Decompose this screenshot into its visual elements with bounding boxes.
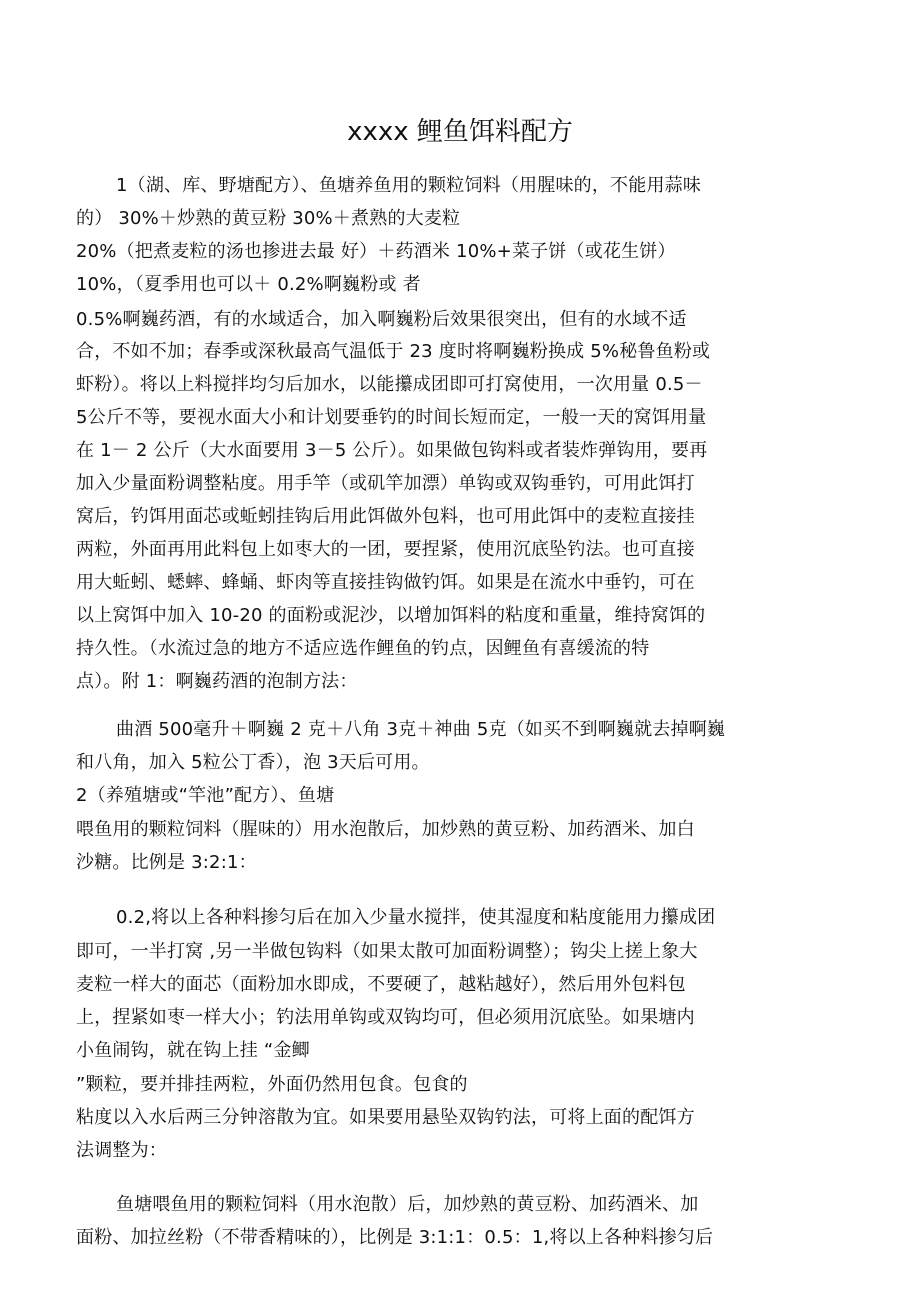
- text-line-8: 5公斤不等，要视水面大小和计划要垂钓的时间长短而定，一般一天的窝饵用量: [76, 407, 707, 428]
- text-line-25: 上，捏紧如枣一样大小；钓法用单钩或双钩均可，但必须用沉底坠。如果塘内: [76, 1007, 695, 1028]
- text-line-11: 窝后，钓饵用面芯或蚯蚓挂钩后用此饵做外包料，也可用此饵中的麦粒直接挂: [76, 506, 695, 527]
- text-line-2: 的） 30%＋炒熟的黄豆粉 30%＋煮熟的大麦粒: [76, 208, 461, 229]
- text-line-26: 小鱼闹钩，就在钩上挂 “金鲫: [76, 1040, 310, 1061]
- text-line-27: ”颗粒，要并排挂两粒，外面仍然用包食。包食的: [76, 1074, 468, 1095]
- text-line-18: 和八角，加入 5粒公丁香），泡 3天后可用。: [76, 752, 430, 773]
- text-line-5: 0.5%啊巍药酒，有的水域适合，加入啊巍粉后效果很突出，但有的水域不适: [76, 309, 687, 330]
- text-line-6: 合，不如不加；春季或深秋最高气温低于 23 度时将啊巍粉换成 5%秘鲁鱼粉或: [76, 341, 711, 362]
- text-line-9: 在 1－ 2 公斤（大水面要用 3－5 公斤）。如果做包钩料或者装炸弹钩用，要再: [76, 440, 708, 461]
- text-line-23: 即可，一半打窝 ,另一半做包钩料（如果太散可加面粉调整）；钩尖上搓上象大: [76, 941, 698, 962]
- text-line-30: 鱼塘喂鱼用的颗粒饲料（用水泡散）后，加炒熟的黄豆粉、加药酒米、加: [116, 1194, 699, 1215]
- text-line-29: 法调整为：: [76, 1140, 167, 1161]
- text-line-24: 麦粒一样大的面芯（面粉加水即成，不要硬了，越粘越好），然后用外包料包: [76, 974, 686, 995]
- text-line-15: 持久性。（水流过急的地方不适应选作鲤鱼的钓点，因鲤鱼有喜缓流的特: [76, 638, 650, 659]
- text-line-4: 10%，（夏季用也可以＋ 0.2%啊巍粉或 者: [76, 274, 421, 295]
- text-line-3: 20%（把煮麦粒的汤也掺进去最 好）＋药酒米 10%+菜子饼（或花生饼）: [76, 241, 676, 262]
- text-line-20: 喂鱼用的颗粒饲料（腥味的）用水泡散后，加炒熟的黄豆粉、加药酒米、加白: [76, 819, 695, 840]
- text-line-7: 虾粉）。将以上料搅拌均匀后加水，以能攥成团即可打窝使用，一次用量 0.5－: [76, 374, 703, 395]
- text-line-16: 点）。附 1：啊巍药酒的泡制方法：: [76, 671, 358, 692]
- text-line-14: 以上窝饵中加入 10-20 的面粉或泥沙，以增加饵料的粘度和重量，维持窝饵的: [76, 605, 706, 626]
- text-line-19: 2（养殖塘或“竿池”配方）、鱼塘: [76, 785, 335, 806]
- text-line-10: 加入少量面粉调整粘度。用手竿（或矶竿加漂）单钩或双钩垂钓，可用此饵打: [76, 473, 695, 494]
- text-line-22: 0.2,将以上各种料掺匀后在加入少量水搅拌，使其湿度和粘度能用力攥成团: [116, 907, 716, 928]
- text-line-12: 两粒，外面再用此料包上如枣大的一团，要捏紧，使用沉底坠钓法。也可直接: [76, 539, 695, 560]
- text-line-1: 1（湖、库、野塘配方）、鱼塘养鱼用的颗粒饲料（用腥味的，不能用蒜味: [116, 175, 702, 196]
- text-line-21: 沙糖。比例是 3:2:1：: [76, 852, 257, 873]
- text-line-13: 用大蚯蚓、蟋蟀、蜂蛹、虾肉等直接挂钩做钓饵。如果是在流水中垂钓，可在: [76, 572, 695, 593]
- document-title: xxxx 鲤鱼饵料配方: [347, 117, 573, 147]
- text-line-28: 粘度以入水后两三分钟溶散为宜。如果要用悬坠双钩钓法，可将上面的配饵方: [76, 1107, 695, 1128]
- text-line-31: 面粉、加拉丝粉（不带香精味的），比例是 3:1:1：0.5：1,将以上各种料掺匀后: [76, 1227, 714, 1248]
- text-line-17: 曲酒 500毫升＋啊巍 2 克＋八角 3克＋神曲 5克（如买不到啊巍就去掉啊巍: [116, 719, 726, 740]
